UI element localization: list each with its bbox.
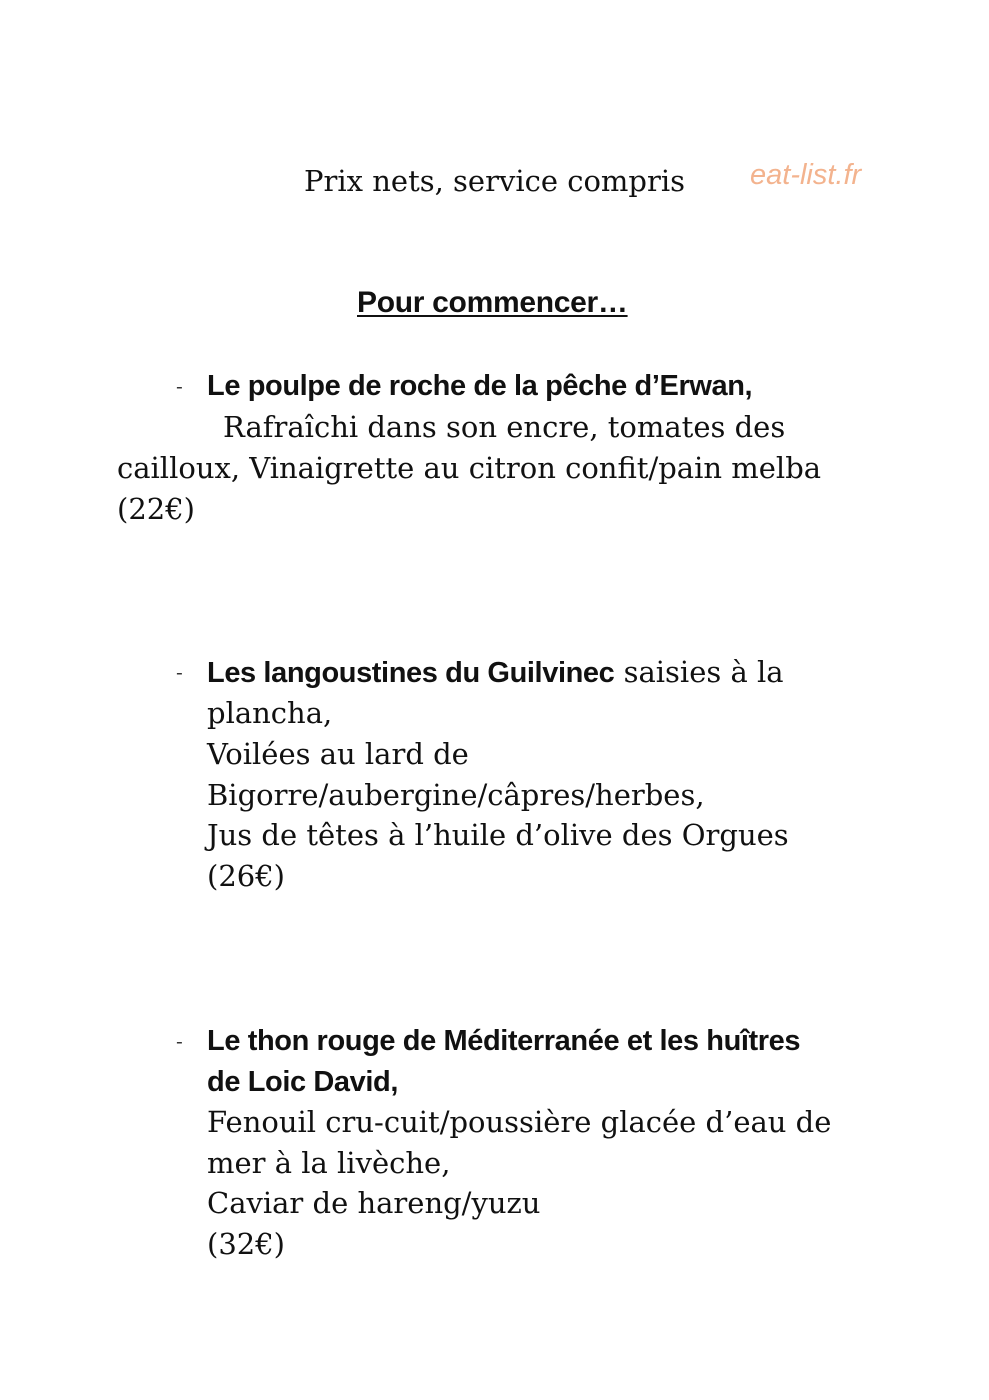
dish-description-line: Rafraîchi dans son encre, tomates des [223,410,786,444]
dish-description-line: Bigorre/aubergine/câpres/herbes, [207,778,705,812]
dish-description-line: Voilées au lard de [207,737,469,771]
dish-description-line: Jus de têtes à l’huile d’olive des Orgues [207,818,789,852]
dish-name: Le thon rouge de Méditerranée et les huîtres [207,1025,801,1057]
bullet-dash: - [176,374,183,398]
dish-description-line: Caviar de hareng/yuzu [207,1186,541,1220]
prices-note: Prix nets, service compris [304,164,686,198]
dish-price: (26€) [207,859,285,893]
dish-name-suffix: saisies à la [614,655,784,689]
dish-description-line: Fenouil cru-cuit/poussière glacée d’eau de [207,1105,832,1139]
dish-description-line: mer à la livèche, [207,1146,451,1180]
bullet-dash: - [176,1029,183,1053]
dish-name: Le poulpe de roche de la pêche d’Erwan, [207,370,753,402]
dish-price: (22€) [117,492,195,526]
dish-description-line: plancha, [207,696,333,730]
bullet-dash: - [176,660,183,684]
dish-description-line: cailloux, Vinaigrette au citron confit/pain melba [117,451,822,485]
section-title: Pour commencer… [357,286,628,319]
dish-title-line [207,652,784,693]
dish-name: Les langoustines du Guilvinec [207,657,615,689]
dish-price: (32€) [207,1227,285,1261]
watermark-logo: eat-list.fr [750,159,862,191]
dish-name: de Loic David, [207,1066,398,1098]
